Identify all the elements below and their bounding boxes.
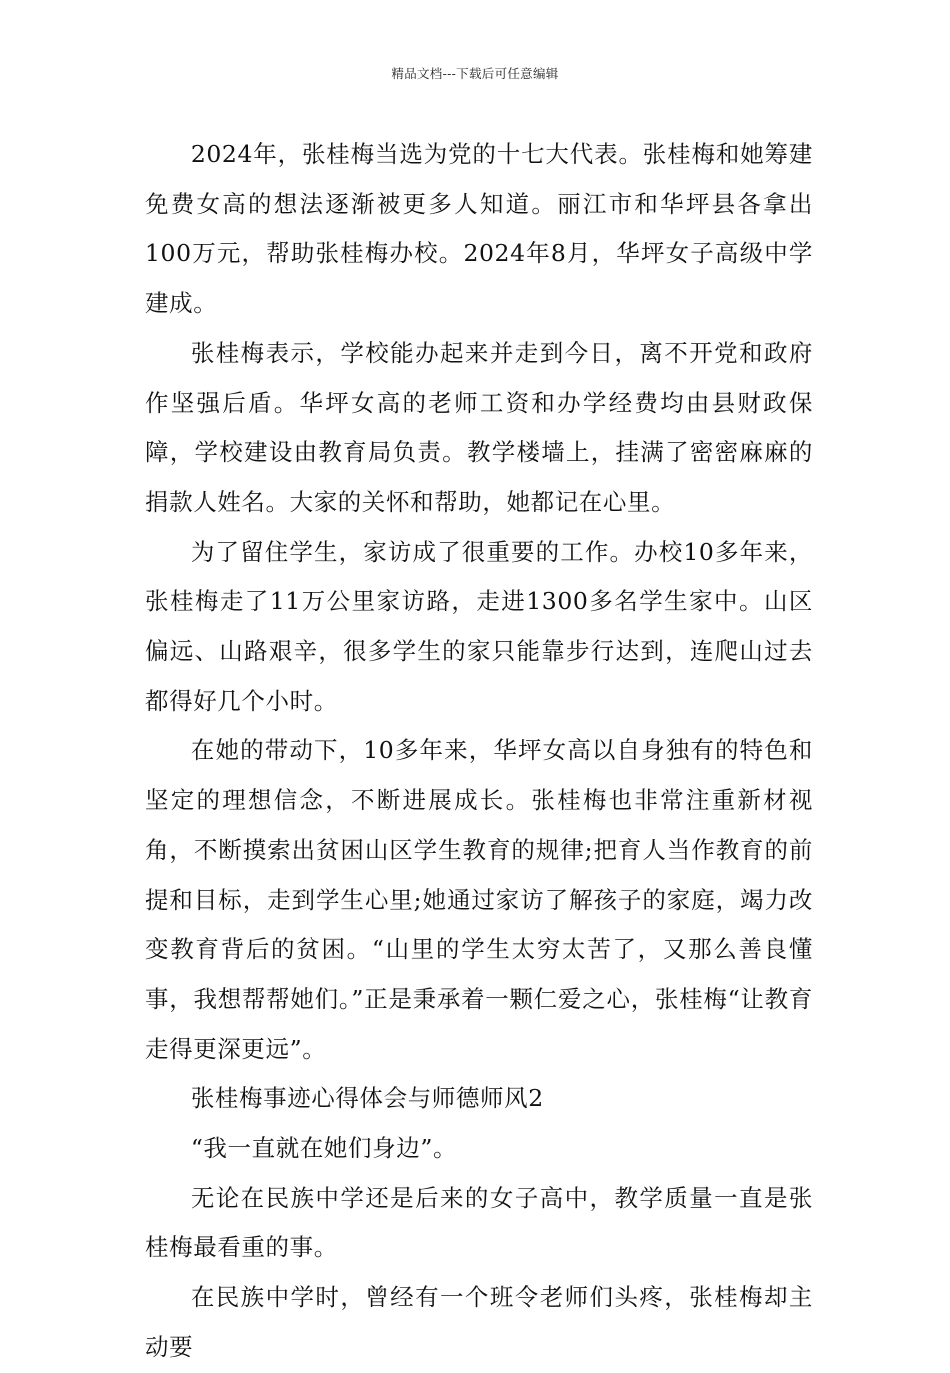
section-heading: 张桂梅事迹心得体会与师德师风2 (190, 1084, 544, 1113)
paragraph-school-growth: 在她的带动下，10多年来，华坪女高以自身独有的特色和坚定的理想信念，不断进展成长。张桂梅也非常注重新材视角，不断摸索出贫困山区学生教育的规律;把育人当作教育的前提和目标，走到学生心里;她通过家访了解孩子的家庭，竭力改变教育背后的贫困。“山里的学生太穷太苦了，又那么善良懂事，我想帮帮她们。”正是秉承着一颗仁爱之心，张桂梅“让教育走得更深更远”。 (145, 736, 813, 1063)
paragraph-government-support: 张桂梅表示，学校能办起来并走到今日，离不开党和政府作坚强后盾。华坪女高的老师工资和办学经费均由县财政保障，学校建设由教育局负责。教学楼墙上，挂满了密密麻麻的捐款人姓名。大家的关怀和帮助，她都记在心里。 (145, 338, 813, 516)
paragraph-quote: “我一直就在她们身边”。 (190, 1134, 458, 1163)
paragraph-home-visits: 为了留住学生，家访成了很重要的工作。办校10多年来，张桂梅走了11万公里家访路，走进1300多名学生家中。山区偏远、山路艰辛，很多学生的家只能靠步行达到，连爬山过去都得好几个小时。 (145, 537, 813, 715)
page-header: 精品文档---下载后可任意编辑 (391, 66, 559, 81)
paragraph-ethnic-school: 在民族中学时，曾经有一个班令老师们头疼，张桂梅却主动要 (145, 1283, 813, 1361)
paragraph-party-congress: 2024年，张桂梅当选为党的十七大代表。张桂梅和她筹建免费女高的想法逐渐被更多人知道。丽江市和华坪县各拿出100万元，帮助张桂梅办校。2024年8月，华坪女子高级中学建成。 (145, 140, 813, 318)
document-body (145, 130, 813, 1373)
paragraph-teaching-quality: 无论在民族中学还是后来的女子高中，教学质量一直是张桂梅最看重的事。 (145, 1183, 813, 1262)
